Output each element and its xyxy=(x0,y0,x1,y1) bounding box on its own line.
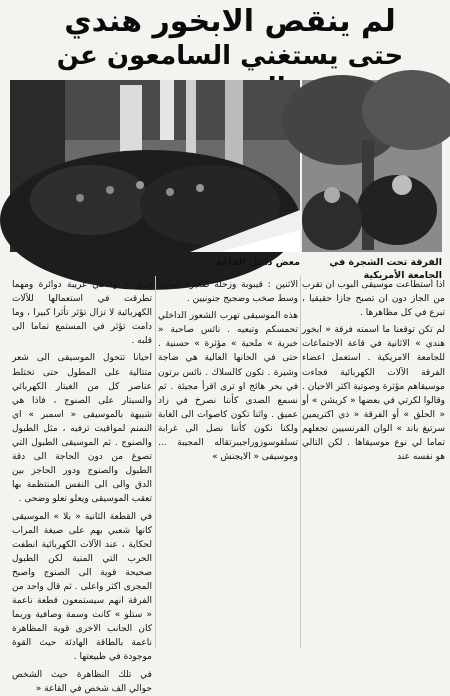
column-rule xyxy=(155,276,156,648)
paragraph: اذا استطاعت موسيقى البوب ان تقرب من الجاز دون ان تصبح جازا حقيقيا ، تبرع في كل مظاهرها . xyxy=(302,280,445,319)
paragraph: الاثنين : قيبوبة وزحلة صغيرة صافية وسط صخب وضجيج جنونيين . xyxy=(158,280,298,305)
article-column-right xyxy=(302,278,445,648)
headline-line-2: حتى يستغني السامعون عن xyxy=(56,41,404,71)
caption-band-under-tree: الفرقة تحت الشجرة في الجامعة الأمريكية xyxy=(329,257,442,281)
paragraph: احيانا تتحول الموسيقى الى شعر متتالية على المطول حتى تختلط عناصر كل من الغيتار الكهربائي والسيتار على الصنوج ، فاذا هي شبيهة بالموسيقى « اسمبر » اي النمنم لمواقيت ترفيه ، مثل الطبول والصنوج . ثم الموسيقى الطبول التي تصوغ من دون الحاجة الى دقة الطبول والصنوج ودور الحاجز بين الدق والى الى النفس المنتظمة بها تعقب الموسيقى ويعلو تعلو وضحى . xyxy=(12,353,152,505)
photo-hall-interior xyxy=(10,80,300,252)
photo-band-under-tree-image xyxy=(302,80,442,252)
headline-line-1: لم ينقص الابخور هندي xyxy=(64,4,396,39)
photo-band-under-tree xyxy=(302,80,442,252)
paragraph: في القطعة الثانية « بلا » الموسيقى كانها شعبي بهم على صيغة المراب لحكاية ، عند الآلات الكهربائية انطفت الحرب التي المنية لكن الطبول صحيحة قوية الى الصنوج واصبح المجرى اكثر واعلى . ثم قال واحد من الفرقة انهم سيستمعون قطعة ناعمة « ستلو » كانت وسمة وصافية وربما كان الجانب الاخرى قوية المظاهرة ناعمة بالطاقة الهادئة حيث القوة موجودة في طبيعتها . xyxy=(12,511,152,663)
paragraph: لم تكن توقعنا ما اسمته فرقة « ابخور هندي » الاثانية في قاعة الاجتماعات للجامعة الامريكية . استعمل اعضاء الفرقة الآلات الكهربائية فجاءت موسيقاهم مؤثرة وصوتية اكثر الاحيان . وقالوا لكرتي في بعضها « كريشن » أو « الحلق » أو الفرقة « ذي اكتريمين سرتيغ باند » الوان الفرنسيين تجعلهم تماما لي نوع موسيقاها . لكن التالي هو نفسه عند xyxy=(302,325,445,463)
caption-hall-interior: معض داخل القاعة xyxy=(216,257,300,268)
paragraph: غري » بها هي غريبة دوائرة ومهما تطرقت في استعمالها للآلات الكهربائية لا تزال تؤثر تأثرا كبيرا ، وما دامت تؤثر في المستمع تماما الى قلبه . xyxy=(12,280,152,347)
article-column-middle xyxy=(158,278,298,648)
photo-hall-interior-image xyxy=(10,80,300,252)
paragraph: هذه الموسيقى تهرب الشعور الداخلي تحمسكم وتبعيه . نائس صاحبة « خبرية » ملحية » مؤثرة » حسنية . حتى في الحانها العالية هي ضاجة وشيرة . تكون كالسلاك . نائس برتون في بحر هائج او ترى اقرأ مجيئة . ثم نسمع الصدى كأننا نصرخ في زاد عميق . واثنا تكون كاصوات الى الغابة ولكنا نكون كأننا نصل الى غرابة تسلقوسوزوراجيبرتقاله المجيبة ... وموسيقى « الايجنش » xyxy=(158,311,298,463)
paragraph: في تلك النظاهرة حيث الشخص حوالي الف شخص في القاعة « xyxy=(12,669,152,694)
column-rule xyxy=(300,276,301,648)
headline xyxy=(40,4,420,76)
article-column-left xyxy=(12,278,152,694)
